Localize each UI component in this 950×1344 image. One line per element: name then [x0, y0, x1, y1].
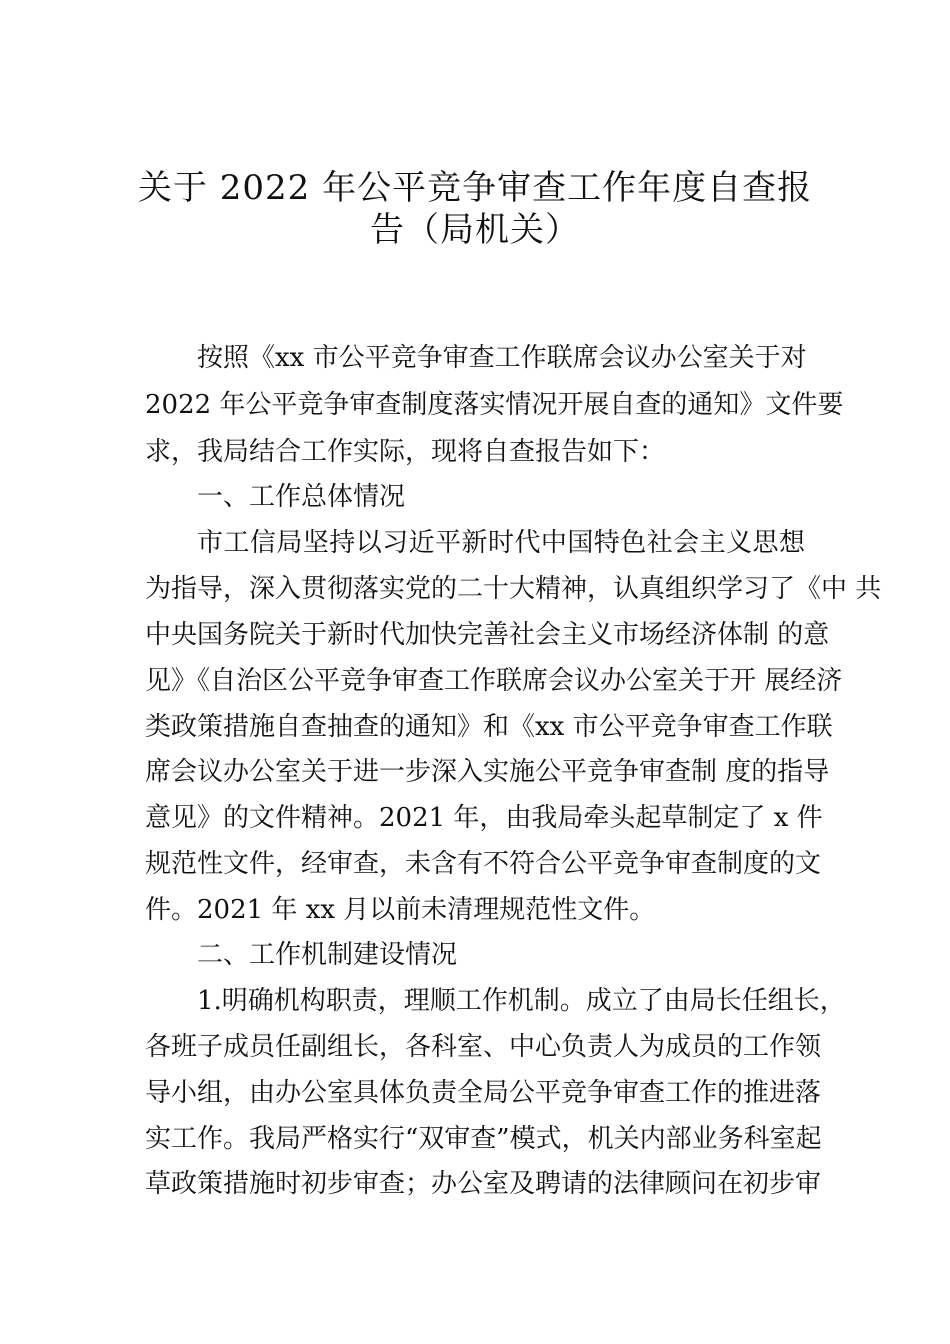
title-line-2: 告（局机关）	[370, 210, 580, 250]
paragraph-line: 中央国务院关于新时代加快完善社会主义市场经济体制 的意	[145, 620, 830, 650]
title-line-1: 关于 2022 年公平竞争审查工作年度自查报	[137, 168, 813, 208]
paragraph-line: 类政策措施自查抽查的通知》和《xx 市公平竞争审查工作联	[145, 712, 833, 742]
section-heading: 二、工作机制建设情况	[197, 940, 458, 970]
paragraph-line: 导小组，由办公室具体负责全局公平竞争审查工作的推进落	[145, 1078, 822, 1108]
paragraph-line: 规范性文件，经审查，未含有不符合公平竞争审查制度的文	[145, 849, 822, 879]
paragraph-line: 席会议办公室关于进一步深入实施公平竞争审查制 度的指导	[145, 757, 830, 787]
paragraph-line: 市工信局坚持以习近平新时代中国特色社会主义思想	[197, 528, 805, 558]
paragraph-line: 为指导，深入贯彻落实党的二十大精神，认真组织学习了《中 共	[145, 574, 882, 604]
paragraph-line: 按照《xx 市公平竞争审查工作联席会议办公室关于对	[197, 343, 807, 373]
paragraph-line: 实工作。我局严格实行“双审查”模式，机关内部业务科室起	[145, 1124, 822, 1154]
paragraph-line: 意见》的文件精神。2021 年，由我局牵头起草制定了 x 件	[145, 803, 823, 833]
paragraph-line: 1.明确机构职责，理顺工作机制。成立了由局长任组长，	[197, 986, 846, 1016]
paragraph-line: 求，我局结合工作实际，现将自查报告如下：	[145, 437, 666, 467]
paragraph-line: 件。2021 年 xx 月以前未清理规范性文件。	[145, 895, 656, 925]
paragraph-line: 各班子成员任副组长，各科室、中心负责人为成员的工作领	[145, 1032, 822, 1062]
paragraph-line: 见》《自治区公平竞争审查工作联席会议办公室关于开 展经济	[145, 666, 843, 696]
section-heading: 一、工作总体情况	[197, 482, 406, 512]
paragraph-line: 草政策措施时初步审查；办公室及聘请的法律顾问在初步审	[145, 1169, 822, 1199]
paragraph-line: 2022 年公平竞争审查制度落实情况开展自查的通知》文件要	[145, 390, 844, 420]
